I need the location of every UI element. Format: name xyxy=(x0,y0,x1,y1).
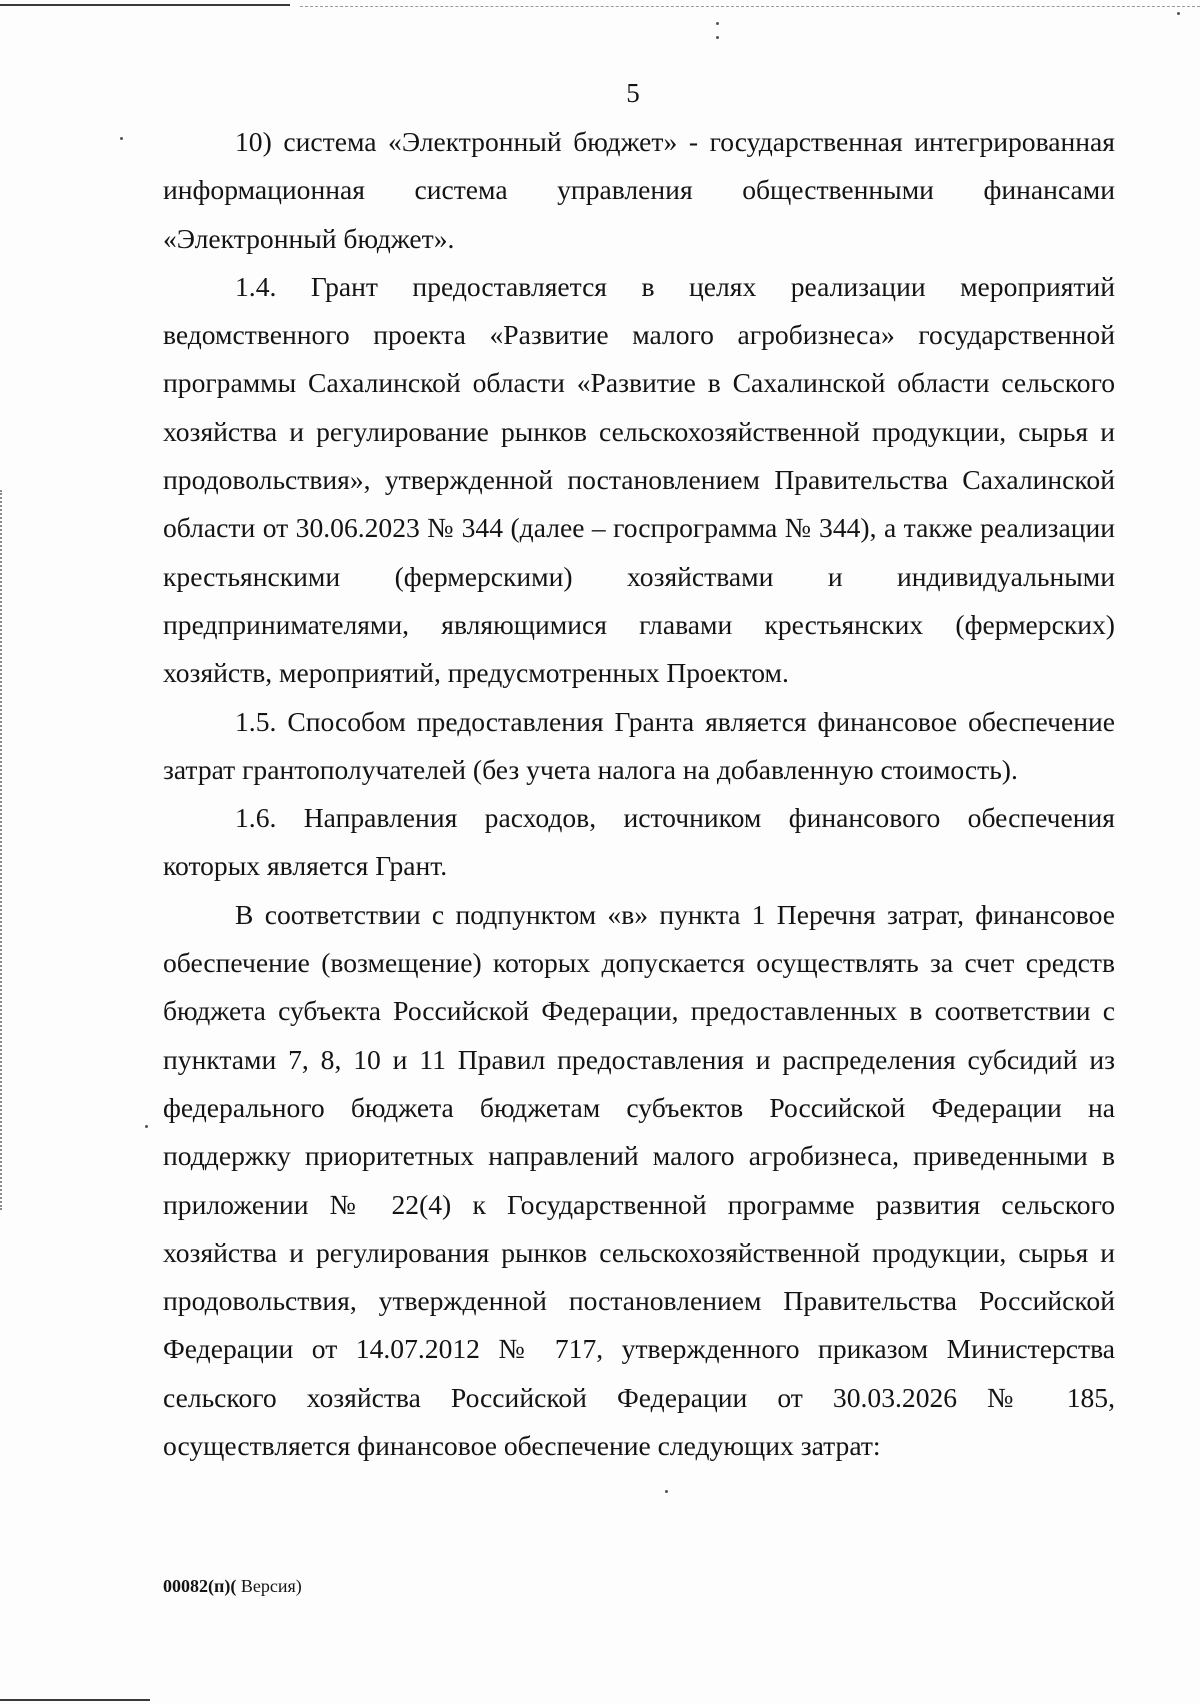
paragraph-1-6: 1.6. Направления расходов, источником финансового обеспечения которых является Грант. xyxy=(163,802,1115,882)
scan-speck xyxy=(716,22,719,25)
paragraph-1-5: 1.5. Способом предоставления Гранта является финансовое обеспечение затрат грантополучателей (без учета налога на добавленную стоимость). xyxy=(163,705,1115,785)
top-edge-rule xyxy=(0,4,290,6)
paragraph-1-4: 1.4. Грант предоставляется в целях реализации мероприятий ведомственного проекта «Развитие малого агробизнеса» государственной программы Сахалинской области «Развитие в Сахалинской области сельского хозяйства и регулирование рынков сельскохозяйственной продукции, сырья и продовольствия», утвержденной постановлением Правительства Сахалинской области от 30.06.2023 № 344 (далее – госпрограмма № 344), а также реализации крестьянскими (фермерскими) хозяйствами и индивидуальными предпринимателями, являющимися главами крестьянских (фермерских) хозяйств, мероприятий, предусмотренных Проектом. xyxy=(163,270,1115,689)
left-margin-scan-marks xyxy=(0,490,5,1210)
scan-speck xyxy=(716,36,719,39)
footer-version-label: Версия) xyxy=(236,1576,302,1596)
bottom-edge-rule xyxy=(0,1699,150,1701)
footer-document-code xyxy=(163,1576,302,1597)
scan-speck xyxy=(1177,12,1180,15)
paragraph-expense-list-intro: В соответствии с подпунктом «в» пункта 1 Перечня затрат, финансовое обеспечение (возмещение) которых допускается осуществлять за счет средств бюджета субъекта Российской Федерации, предоставленных в соответствии с пунктами 7, 8, 10 и 11 Правил предоставления и распределения субсидий из федерального бюджета бюджетам субъектов Российской Федерации на поддержку приоритетных направлений малого агробизнеса, приведенными в приложении № 22(4) к Государственной программе развития сельского хозяйства и регулирования рынков сельскохозяйственной продукции, сырья и продовольствия, утвержденной постановлением Правительства Российской Федерации от 14.07.2012 № 717, утвержденного приказом Министерства сельского хозяйства Российской Федерации от 30.03.2026 № 185, осуществляется финансовое обеспечение следующих затрат: xyxy=(163,898,1115,1462)
top-edge-scan-line xyxy=(300,6,1200,7)
scan-speck xyxy=(120,137,123,140)
scan-speck xyxy=(145,1125,148,1128)
page-number: 5 xyxy=(626,78,640,108)
document-body xyxy=(163,118,1115,1470)
scan-speck xyxy=(665,1490,668,1493)
footer-code-number: 00082(п)( xyxy=(163,1576,237,1596)
paragraph-definition-10: 10) система «Электронный бюджет» - государственная интегрированная информационная система управления общественными финансами «Электронный бюджет». xyxy=(163,126,1115,254)
